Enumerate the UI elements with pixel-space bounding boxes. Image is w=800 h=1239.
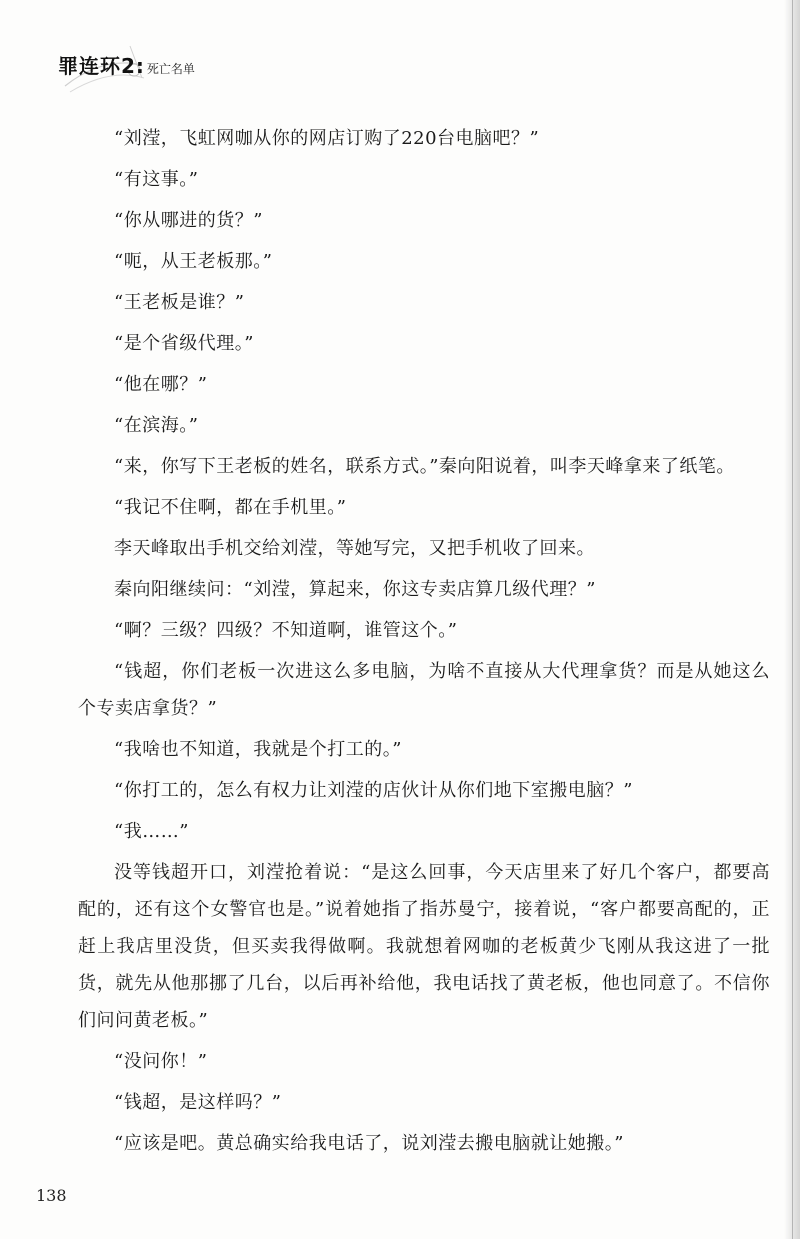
paragraph: 秦向阳继续问：“刘滢，算起来，你这专卖店算几级代理？” — [114, 579, 596, 600]
paragraph: “我啥也不知道，我就是个打工的。” — [114, 739, 402, 760]
paragraph: “钱超，是这样吗？” — [114, 1092, 282, 1113]
book-subtitle: 死亡名单 — [146, 62, 195, 76]
paragraph: “你从哪进的货？” — [114, 210, 263, 231]
paragraph: “啊？三级？四级？不知道啊，谁管这个。” — [114, 620, 458, 641]
paragraph: “我……” — [114, 821, 189, 842]
text-body — [78, 120, 770, 1166]
paragraph: “刘滢，飞虹网咖从你的网店订购了220台电脑吧？” — [114, 128, 540, 149]
paragraph: 李天峰取出手机交给刘滢，等她写完，又把手机收了回来。 — [114, 538, 595, 559]
page-number: 138 — [36, 1186, 67, 1205]
paragraph: “有这事。” — [114, 169, 199, 190]
paragraph: “来，你写下王老板的姓名，联系方式。”秦向阳说着，叫李天峰拿来了纸笔。 — [114, 456, 735, 477]
page-edge-line — [792, 0, 793, 1239]
running-header — [58, 50, 195, 100]
book-series-title: 罪连环2: — [58, 54, 145, 78]
paragraph: “钱超，你们老板一次进这么多电脑，为啥不直接从大代理拿货？而是从她这么个专卖店拿货？” — [78, 661, 770, 719]
paragraph: “你打工的，怎么有权力让刘滢的店伙计从你们地下室搬电脑？” — [114, 780, 633, 801]
paragraph: “我记不住啊，都在手机里。” — [114, 497, 347, 518]
paragraph: 没等钱超开口，刘滢抢着说：“是这么回事，今天店里来了好几个客户，都要高配的，还有这个女警官也是。”说着她指了指苏曼宁，接着说，“客户都要高配的，正赶上我店里没货，但买卖我得做啊。我就想着网咖的老板黄少飞刚从我这进了一批货，就先从他那挪了几台，以后再补给他，我电话找了黄老板，他也同意了。不信你们问问黄老板。” — [78, 862, 770, 1031]
paragraph: “是个省级代理。” — [114, 333, 254, 354]
paragraph: “呃，从王老板那。” — [114, 251, 273, 272]
paragraph: “在滨海。” — [114, 415, 199, 436]
paragraph: “没问你！” — [114, 1051, 208, 1072]
paragraph: “应该是吧。黄总确实给我电话了，说刘滢去搬电脑就让她搬。” — [114, 1133, 624, 1154]
paragraph: “王老板是谁？” — [114, 292, 245, 313]
paragraph: “他在哪？” — [114, 374, 208, 395]
